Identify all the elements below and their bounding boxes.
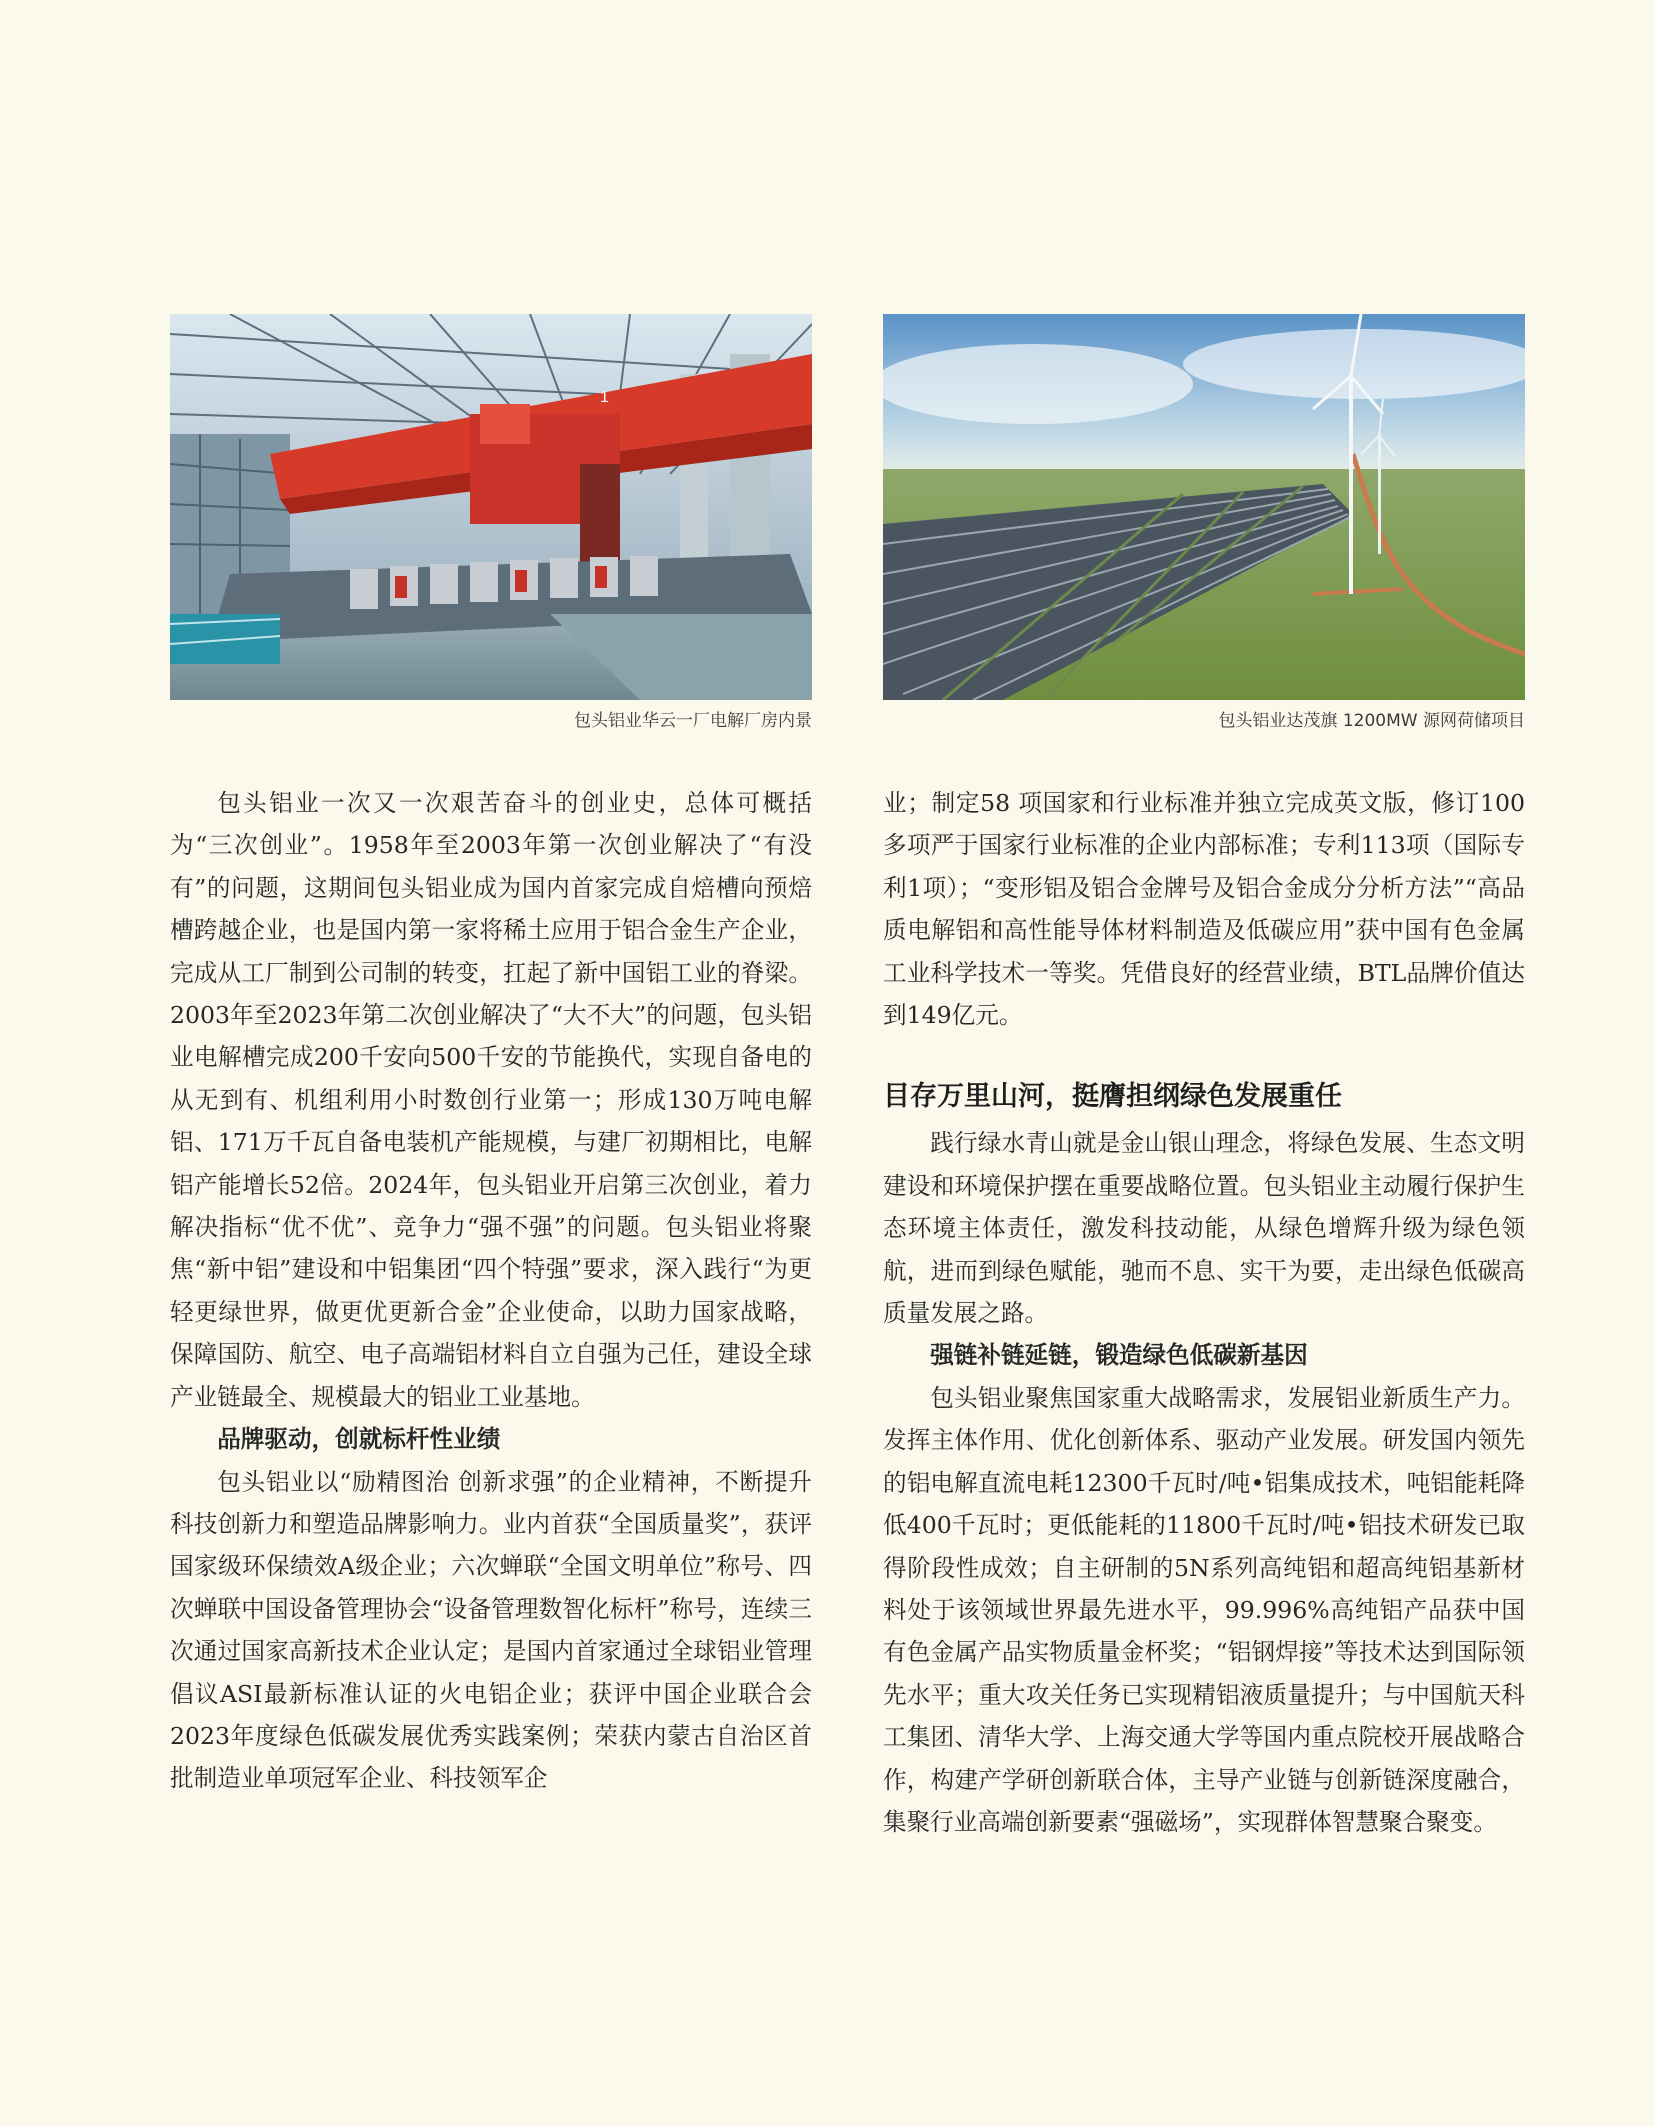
right-text-column (883, 782, 1525, 1843)
solar-field-illustration (883, 314, 1525, 700)
left-text-column (170, 782, 812, 1800)
brand-subheading: 品牌驱动，创就标杆性业绩 (217, 1425, 501, 1454)
green-development-section-title: 目存万里山河，挺膺担纲绿色发展重任 (883, 1081, 1342, 1113)
left-photo-caption: 包头铝业华云一厂电解厂房内景 (574, 711, 812, 731)
right-photo-caption: 包头铝业达茂旗 1200MW 源网荷储项目 (1218, 711, 1525, 731)
brand-paragraph-continued: 业；制定58 项国家和行业标准并独立完成英文版，修订100多项严于国家行业标准的企业内部标准；专利113项（国际专利1项）；“变形铝及铝合金牌号及铝合金成分分析方法”“高品质电解铝和高性能导体材料制造及低碳应用”获中国有色金属工业科学技术一等奖。凭借良好的经营业绩，BTL品牌价值达到149亿元。 (883, 789, 1525, 1030)
plant-interior-illustration (170, 314, 812, 700)
low-carbon-subheading: 强链补链延链，锻造绿色低碳新基因 (930, 1341, 1308, 1370)
brand-paragraph: 包头铝业以“励精图治 创新求强”的企业精神，不断提升科技创新力和塑造品牌影响力。业内首获“全国质量奖”，获评国家级环保绩效A级企业；六次蝉联“全国文明单位”称号、四次蝉联中国设备管理协会“设备管理数智化标杆”称号，连续三次通过国家高新技术企业认定；是国内首家通过全球铝业管理倡议ASI最新标准认证的火电铝企业；获评中国企业联合会2023年度绿色低碳发展优秀实践案例；荣获内蒙古自治区首批制造业单项冠军企业、科技领军企 (170, 1467, 812, 1793)
green-development-paragraph: 践行绿水青山就是金山银山理念，将绿色发展、生态文明建设和环境保护摆在重要战略位置。包头铝业主动履行保护生态环境主体责任，激发科技动能，从绿色增辉升级为绿色领航，进而到绿色赋能，驰而不息、实干为要，走出绿色低碳高质量发展之路。 (883, 1129, 1525, 1328)
crane-number: 1 (600, 389, 609, 406)
history-paragraph: 包头铝业一次又一次艰苦奋斗的创业史，总体可概括为“三次创业”。1958年至2003年第一次创业解决了“有没有”的问题，这期间包头铝业成为国内首家完成自焙槽向预焙槽跨越企业，也是国内第一家将稀土应用于铝合金生产企业，完成从工厂制到公司制的转变，扛起了新中国铝工业的脊梁。2003年至2023年第二次创业解决了“大不大”的问题，包头铝业电解槽完成200千安向500千安的节能换代，实现自备电的从无到有、机组利用小时数创行业第一；形成130万吨电解铝、171万千瓦自备电装机产能规模，与建厂初期相比，电解铝产能增长52倍。2024年，包头铝业开启第三次创业，着力解决指标“优不优”、竞争力“强不强”的问题。包头铝业将聚焦“新中铝”建设和中铝集团“四个特强”要求，深入践行“为更轻更绿世界，做更优更新合金”企业使命，以助力国家战略，保障国防、航空、电子高端铝材料自立自强为己任，建设全球产业链最全、规模最大的铝业工业基地。 (170, 789, 812, 1411)
solar-wind-project-photo (883, 314, 1525, 700)
innovation-paragraph: 包头铝业聚焦国家重大战略需求，发展铝业新质生产力。发挥主体作用、优化创新体系、驱动产业发展。研发国内领先的铝电解直流电耗12300千瓦时/吨•铝集成技术，吨铝能耗降低400千瓦时；更低能耗的11800千瓦时/吨•铝技术研发已取得阶段性成效；自主研制的5N系列高纯铝和超高纯铝基新材料处于该领域世界最先进水平，99.996%高纯铝产品获中国有色金属产品实物质量金杯奖；“铝钢焊接”等技术达到国际领先水平；重大攻关任务已实现精铝液质量提升；与中国航天科工集团、清华大学、上海交通大学等国内重点院校开展战略合作，构建产学研创新联合体，主导产业链与创新链深度融合，集聚行业高端创新要素“强磁场”，实现群体智慧聚合聚变。 (883, 1383, 1525, 1836)
electrolysis-plant-photo (170, 314, 812, 700)
